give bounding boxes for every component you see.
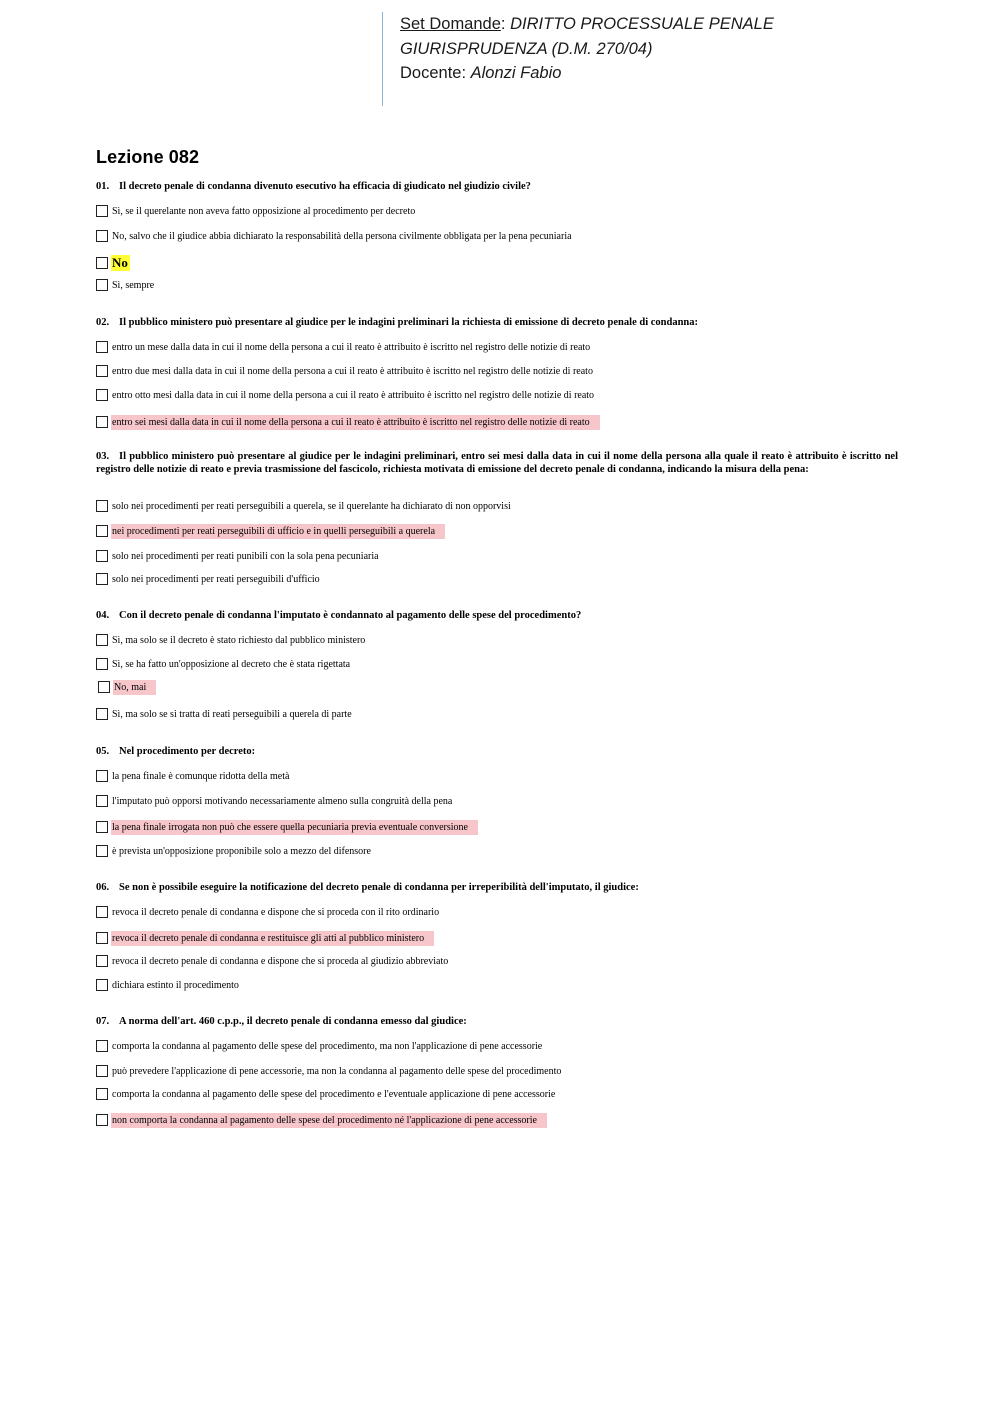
- answer-label: non comporta la condanna al pagamento delle spese del procedimento né l'applicazione di pene accessorie: [111, 1113, 547, 1128]
- answer-label: Sì, ma solo se il decreto è stato richiesto dal pubblico ministero: [112, 634, 366, 646]
- answer-option-correct[interactable]: [96, 255, 130, 271]
- answer-option-correct[interactable]: [96, 523, 445, 539]
- answer-label: revoca il decreto penale di condanna e dispone che si proceda al giudizio abbreviato: [112, 955, 449, 967]
- question-number: 04.: [96, 610, 110, 621]
- answer-option[interactable]: [96, 203, 425, 219]
- checkbox[interactable]: [96, 1088, 108, 1100]
- answer-label: Sì, se il querelante non aveva fatto opposizione al procedimento per decreto: [112, 205, 416, 217]
- checkbox[interactable]: [96, 795, 108, 807]
- question-number: 06.: [96, 882, 110, 893]
- answer-label: solo nei procedimenti per reati perseguibili d'ufficio: [112, 573, 320, 585]
- question-body: Il pubblico ministero può presentare al giudice per le indagini preliminari, entro sei mesi dalla data in cui il nome della persona alla quale il reato è attribuito è iscritto nel registro delle notizie di reato e previa trasmissione del fascicolo, richiesta motivata di emissione del decreto penale di condanna, indicando la misura della pena:: [96, 451, 898, 475]
- header-line-3: [400, 61, 774, 86]
- answer-label: la pena finale è comunque ridotta della metà: [112, 770, 290, 782]
- checkbox[interactable]: [96, 1065, 108, 1077]
- question-text: [96, 451, 898, 476]
- answer-label: entro due mesi dalla data in cui il nome della persona a cui il reato è attribuito è iscritto nel registro delle notizie di reato: [112, 365, 593, 377]
- question-text: [96, 882, 898, 895]
- answer-label: Sì, ma solo se si tratta di reati perseguibili a querela di parte: [112, 708, 352, 720]
- question-text: [96, 610, 898, 623]
- question-body: Il decreto penale di condanna divenuto esecutivo ha efficacia di giudicato nel giudizio civile?: [119, 181, 531, 192]
- checkbox[interactable]: [96, 550, 108, 562]
- checkbox[interactable]: [96, 658, 108, 670]
- checkbox[interactable]: [96, 416, 108, 428]
- question-text: [96, 181, 898, 194]
- checkbox[interactable]: [96, 979, 108, 991]
- answer-option[interactable]: [96, 843, 381, 859]
- answer-option[interactable]: [96, 498, 521, 514]
- course-line-1: DIRITTO PROCESSUALE PENALE: [510, 15, 774, 33]
- checkbox[interactable]: [96, 770, 108, 782]
- teacher-name: Alonzi Fabio: [470, 64, 562, 82]
- answer-label: entro otto mesi dalla data in cui il nome della persona a cui il reato è attribuito è iscritto nel registro delle notizie di reato: [112, 389, 595, 401]
- answer-option[interactable]: [96, 632, 375, 648]
- answer-option[interactable]: [96, 277, 164, 293]
- answer-label: revoca il decreto penale di condanna e dispone che si proceda con il rito ordinario: [112, 906, 440, 918]
- answer-option[interactable]: [96, 387, 604, 403]
- answer-label: No, salvo che il giudice abbia dichiarato la responsabilità della persona civilmente obbligata per la pena pecuniaria: [112, 230, 572, 242]
- question-number: 01.: [96, 181, 110, 192]
- checkbox[interactable]: [96, 525, 108, 537]
- answer-option[interactable]: [96, 339, 600, 355]
- answer-option[interactable]: [96, 548, 389, 564]
- checkbox[interactable]: [96, 845, 108, 857]
- answer-label: entro un mese dalla data in cui il nome della persona a cui il reato è attribuito è iscritto nel registro delle notizie di reato: [112, 341, 591, 353]
- answer-label: Sì, sempre: [112, 279, 155, 291]
- checkbox[interactable]: [96, 365, 108, 377]
- question-body: Con il decreto penale di condanna l'imputato è condannato al pagamento delle spese del procedimento?: [119, 610, 582, 621]
- answer-label: Sì, se ha fatto un'opposizione al decreto che è stata rigettata: [112, 658, 351, 670]
- checkbox[interactable]: [96, 573, 108, 585]
- answer-option[interactable]: [96, 228, 582, 244]
- answer-label: No, mai: [113, 680, 156, 695]
- checkbox[interactable]: [96, 230, 108, 242]
- question-number: 07.: [96, 1016, 110, 1027]
- answer-label: entro sei mesi dalla data in cui il nome della persona a cui il reato è attribuito è iscritto nel registro delle notizie di reato: [111, 415, 600, 430]
- answer-option[interactable]: [96, 793, 462, 809]
- document-header: [382, 12, 774, 106]
- answer-option[interactable]: [96, 904, 449, 920]
- checkbox[interactable]: [96, 955, 108, 967]
- answer-label: nei procedimenti per reati perseguibili di ufficio e in quelli perseguibili a querela: [111, 524, 445, 539]
- question-number: 03.: [96, 451, 110, 462]
- answer-label: può prevedere l'applicazione di pene accessorie, ma non la condanna al pagamento delle spese del procedimento: [112, 1065, 562, 1077]
- question-body: Il pubblico ministero può presentare al giudice per le indagini preliminari la richiesta di emissione di decreto penale di condanna:: [119, 317, 698, 328]
- question-body: Nel procedimento per decreto:: [119, 746, 256, 757]
- checkbox[interactable]: [96, 257, 108, 269]
- answer-option[interactable]: [96, 1038, 552, 1054]
- question-body: Se non è possibile eseguire la notificazione del decreto penale di condanna per irreperibilità dell'imputato, il giudice:: [119, 882, 639, 893]
- answer-label: solo nei procedimenti per reati punibili con la sola pena pecuniaria: [112, 550, 379, 562]
- checkbox[interactable]: [96, 1114, 108, 1126]
- checkbox[interactable]: [96, 708, 108, 720]
- question-text: [96, 317, 898, 330]
- answer-option-correct[interactable]: [96, 1112, 547, 1128]
- checkbox[interactable]: [96, 1040, 108, 1052]
- answer-label: la pena finale irrogata non può che essere quella pecuniaria previa eventuale conversione: [111, 820, 478, 835]
- question-number: 02.: [96, 317, 110, 328]
- answer-option-correct[interactable]: [96, 930, 434, 946]
- checkbox[interactable]: [96, 205, 108, 217]
- answer-option[interactable]: [96, 953, 458, 969]
- answer-option[interactable]: [96, 656, 360, 672]
- question-number: 05.: [96, 746, 110, 757]
- question-body: A norma dell'art. 460 c.p.p., il decreto penale di condanna emesso dal giudice:: [119, 1016, 467, 1027]
- answer-option[interactable]: [96, 1086, 565, 1102]
- checkbox[interactable]: [96, 906, 108, 918]
- checkbox[interactable]: [96, 932, 108, 944]
- teacher-label: Docente:: [400, 64, 467, 82]
- answer-option[interactable]: [96, 706, 362, 722]
- checkbox[interactable]: [96, 341, 108, 353]
- answer-label: No: [112, 255, 128, 270]
- answer-option-correct[interactable]: [96, 414, 600, 430]
- checkbox[interactable]: [96, 500, 108, 512]
- answer-label: l'imputato può opporsi motivando necessariamente almeno sulla congruità della pena: [112, 795, 453, 807]
- lesson-title: Lezione 082: [96, 147, 200, 167]
- answer-label: dichiara estinto il procedimento: [112, 979, 239, 991]
- checkbox[interactable]: [96, 821, 108, 833]
- checkbox[interactable]: [96, 279, 108, 291]
- question-text: [96, 1016, 898, 1029]
- answer-option[interactable]: [96, 363, 603, 379]
- question-text: [96, 746, 898, 759]
- answer-option[interactable]: [96, 768, 299, 784]
- checkbox[interactable]: [98, 681, 110, 693]
- answer-label: è prevista un'opposizione proponibile solo a mezzo del difensore: [112, 845, 371, 857]
- set-colon: :: [500, 15, 506, 33]
- answer-option-correct[interactable]: [96, 819, 478, 835]
- checkbox[interactable]: [96, 634, 108, 646]
- answer-label: comporta la condanna al pagamento delle spese del procedimento, ma non l'applicazione di pene accessorie: [112, 1040, 543, 1052]
- answer-option[interactable]: [96, 1063, 571, 1079]
- answer-label: comporta la condanna al pagamento delle spese del procedimento e l'eventuale applicazione di pene accessorie: [112, 1088, 556, 1100]
- answer-option-correct[interactable]: [98, 679, 156, 695]
- course-line-2: GIURISPRUDENZA (D.M. 270/04): [400, 39, 653, 58]
- answer-option[interactable]: [96, 571, 330, 587]
- checkbox[interactable]: [96, 389, 108, 401]
- header-line-1: [400, 12, 774, 37]
- answer-label: revoca il decreto penale di condanna e restituisce gli atti al pubblico ministero: [111, 931, 434, 946]
- answer-option[interactable]: [96, 977, 249, 993]
- answer-label: solo nei procedimenti per reati perseguibili a querela, se il querelante ha dichiarato di non opporvisi: [112, 500, 511, 512]
- set-label: Set Domande: [400, 15, 501, 33]
